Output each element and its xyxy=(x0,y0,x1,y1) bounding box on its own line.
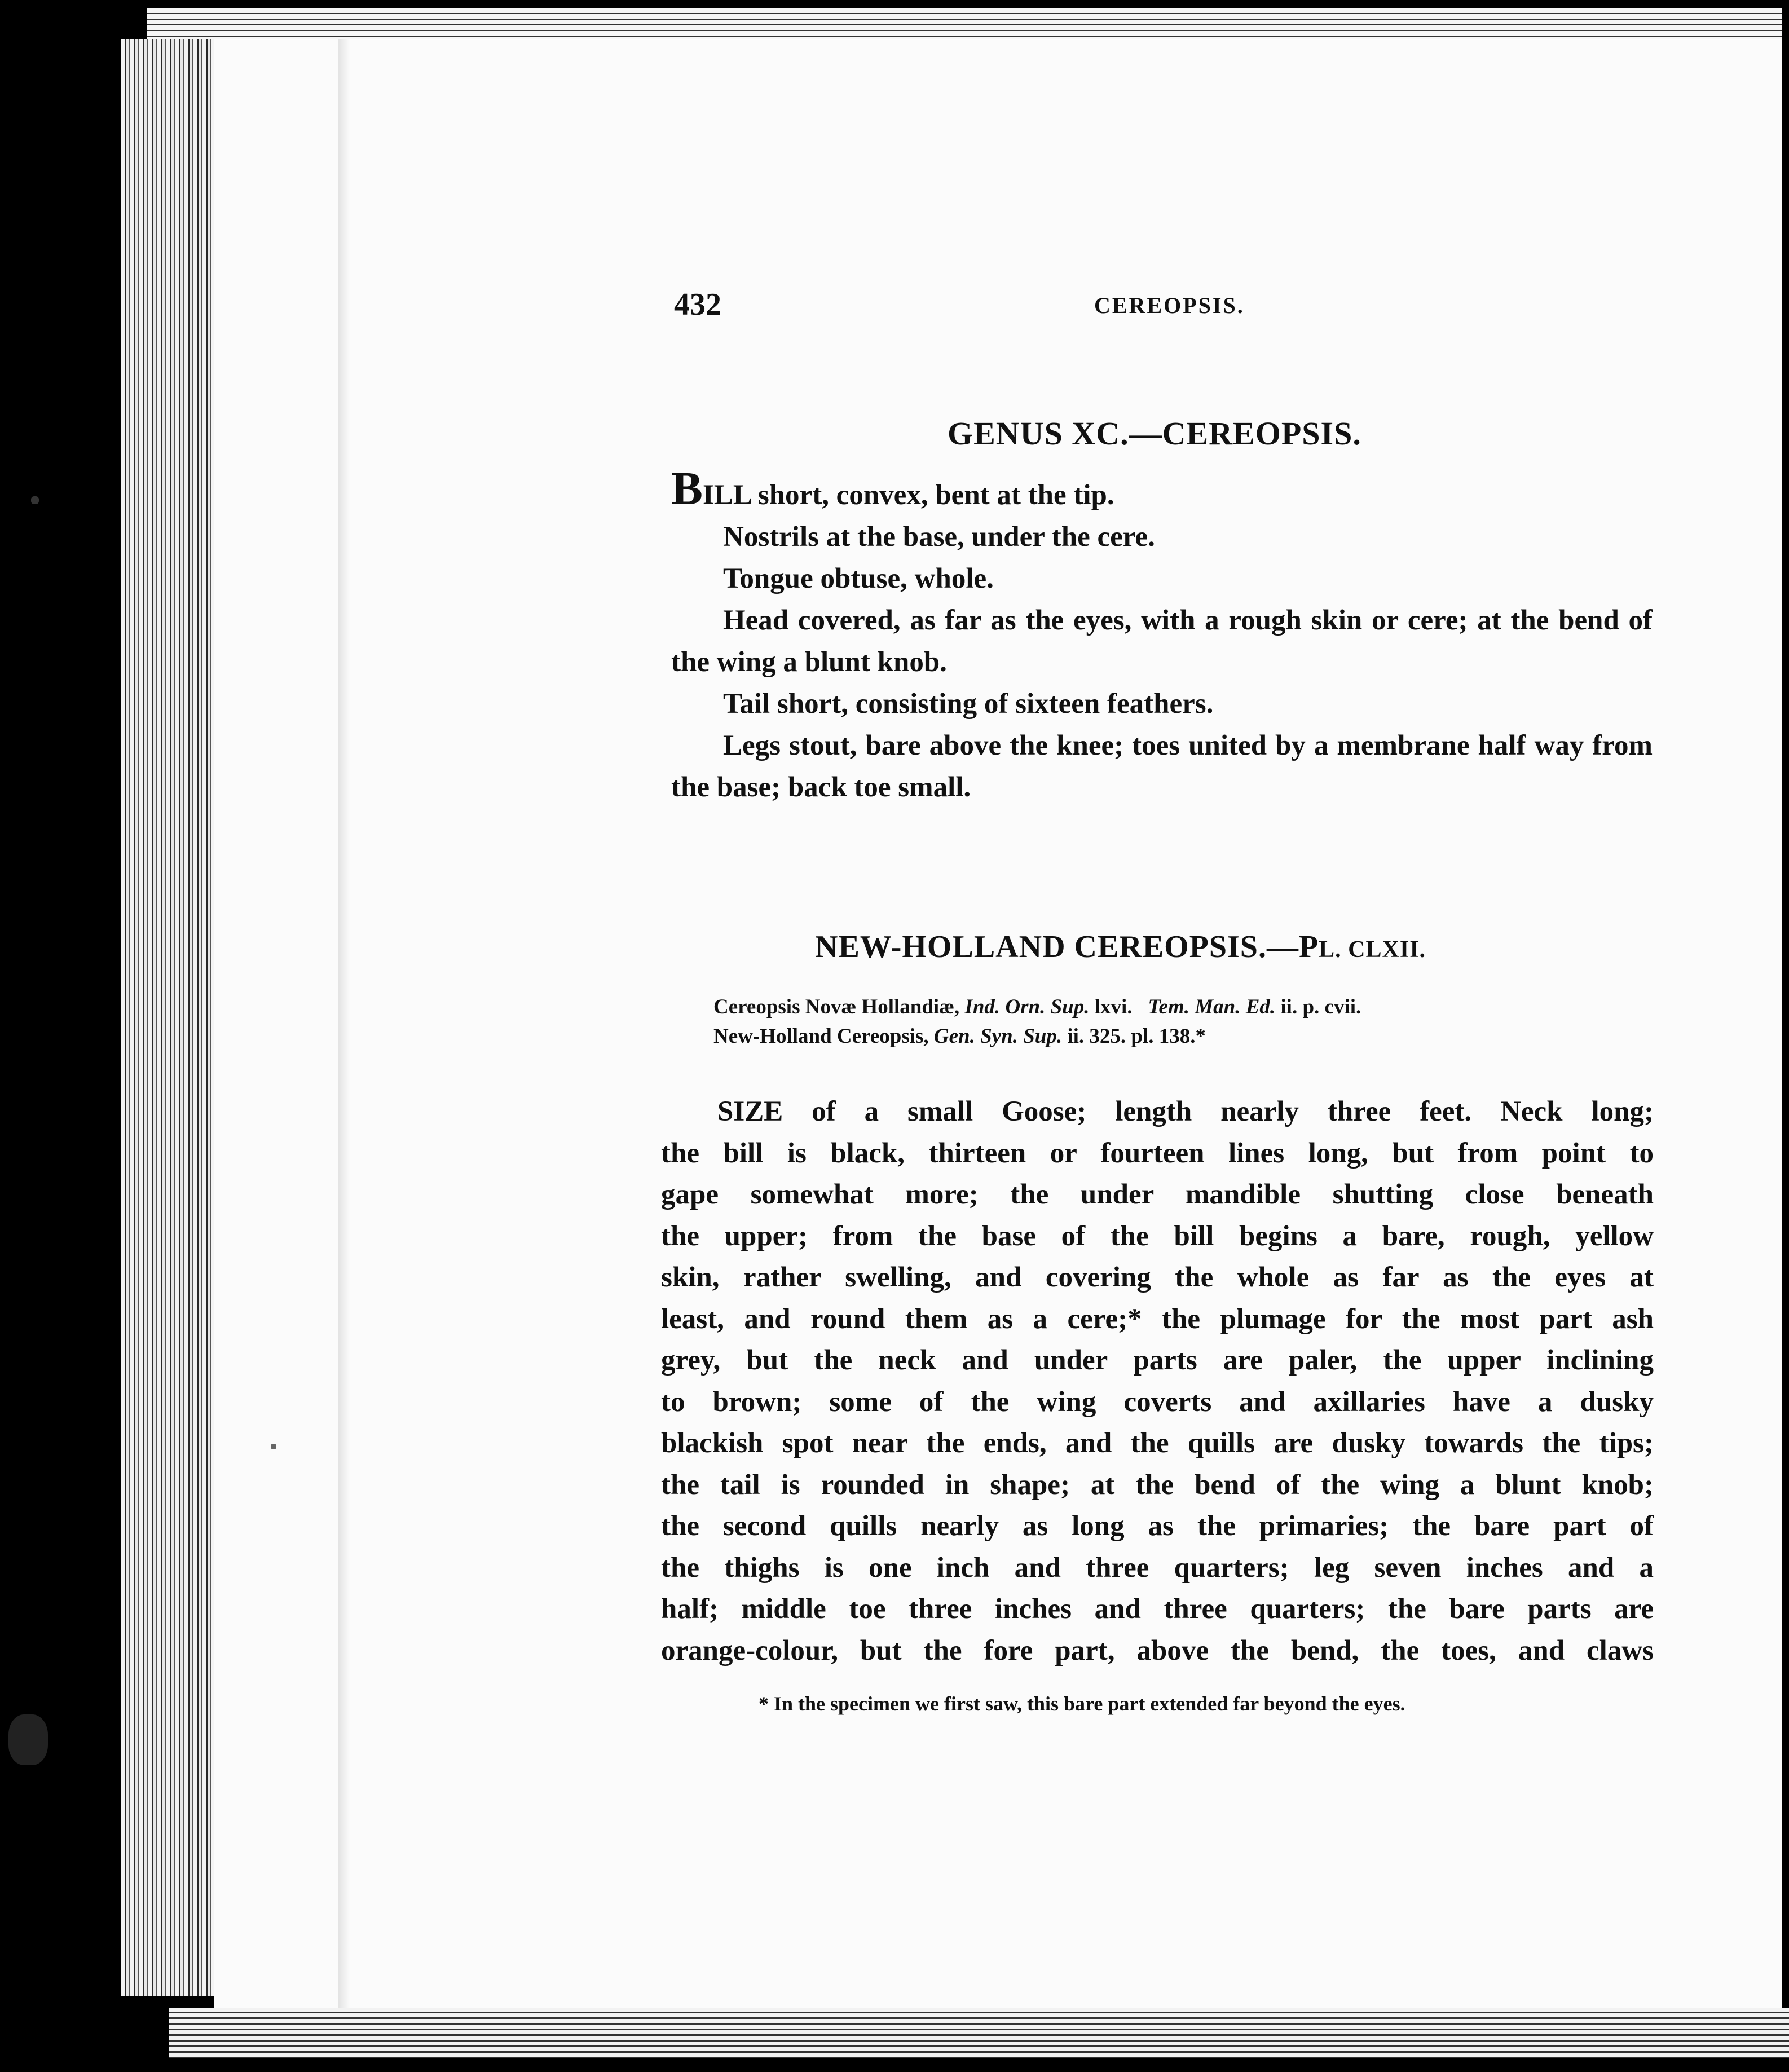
character-bill xyxy=(671,462,1653,516)
genus-characters xyxy=(671,462,1653,808)
description-line: least, and round them as a cere;* the plumage for the most part ash xyxy=(661,1303,1654,1335)
synonym-name: Cereopsis Novæ Hollandiæ, xyxy=(713,995,960,1019)
scan-speck xyxy=(8,1714,48,1765)
description-line: SIZE of a small Goose; length nearly three feet. Neck long; xyxy=(717,1096,1654,1127)
synonym-number: lxvi. xyxy=(1094,995,1133,1019)
plate-label: L. CLXII. xyxy=(1319,937,1426,963)
synonym-reference: Gen. Syn. Sup. xyxy=(933,1025,1063,1048)
description-line: the bill is black, thirteen or fourteen lines long, but from point to xyxy=(661,1137,1654,1169)
synonymy xyxy=(713,993,1661,1051)
description-line: blackish spot near the ends, and the quills are dusky towards the tips; xyxy=(661,1427,1654,1459)
description-line: orange-colour, but the fore part, above the bend, the toes, and claws xyxy=(661,1634,1654,1667)
running-title: CEREOPSIS. xyxy=(1094,293,1245,318)
scan-speck xyxy=(271,1444,276,1449)
synonym-number: ii. 325. pl. 138.* xyxy=(1067,1025,1206,1048)
description-line: the tail is rounded in shape; at the bend of the wing a blunt knob; xyxy=(661,1469,1654,1501)
scan-speck xyxy=(31,496,39,504)
synonym-line xyxy=(713,993,1661,1022)
description-line: grey, but the neck and under parts are paler, the upper inclining xyxy=(661,1344,1654,1376)
footnote: * In the specimen we first saw, this bare part extended far beyond the eyes. xyxy=(759,1692,1405,1715)
species-heading xyxy=(815,929,1426,965)
description-line: gape somewhat more; the under mandible shutting close beneath xyxy=(661,1179,1654,1210)
genus-heading: GENUS XC.—CEREOPSIS. xyxy=(948,415,1361,452)
description-line: the thighs is one inch and three quarters; leg seven inches and a xyxy=(661,1551,1654,1584)
synonym-reference: Tem. Man. Ed. xyxy=(1148,995,1276,1019)
page-number: 432 xyxy=(674,287,721,322)
page-stack-bottom-edge xyxy=(169,2008,1789,2058)
synonym-line xyxy=(713,1022,1661,1051)
species-title: NEW-HOLLAND CEREOPSIS.—P xyxy=(815,929,1319,964)
description-line: to brown; some of the wing coverts and axillaries have a dusky xyxy=(661,1386,1654,1418)
description-line: the upper; from the base of the bill begins a bare, rough, yellow xyxy=(661,1220,1654,1252)
species-description xyxy=(661,1091,1654,1672)
description-line: half; middle toe three inches and three quarters; the bare parts are xyxy=(661,1593,1654,1625)
running-head xyxy=(674,286,1655,332)
drop-initial: B xyxy=(671,462,703,515)
character-head: Head covered, as far as the eyes, with a rough skin or cere; at the bend of the wing a blunt knob. xyxy=(671,605,1653,678)
character-tongue: Tongue obtuse, whole. xyxy=(723,563,994,594)
page-fold-shadow xyxy=(338,39,350,2008)
character-text: ILL short, convex, bent at the tip. xyxy=(703,479,1114,511)
synonym-number: ii. p. cvii. xyxy=(1280,995,1361,1019)
synonym-name: New-Holland Cereopsis, xyxy=(713,1025,929,1048)
character-legs: Legs stout, bare above the knee; toes united by a membrane half way from the base; back toe small. xyxy=(671,730,1653,803)
character-tail: Tail short, consisting of sixteen feathers. xyxy=(723,688,1214,720)
description-line: the second quills nearly as long as the primaries; the bare part of xyxy=(661,1510,1654,1542)
character-nostrils: Nostrils at the base, under the cere. xyxy=(723,521,1155,553)
synonym-reference: Ind. Orn. Sup. xyxy=(964,995,1090,1019)
description-line: skin, rather swelling, and covering the whole as far as the eyes at xyxy=(661,1262,1654,1293)
